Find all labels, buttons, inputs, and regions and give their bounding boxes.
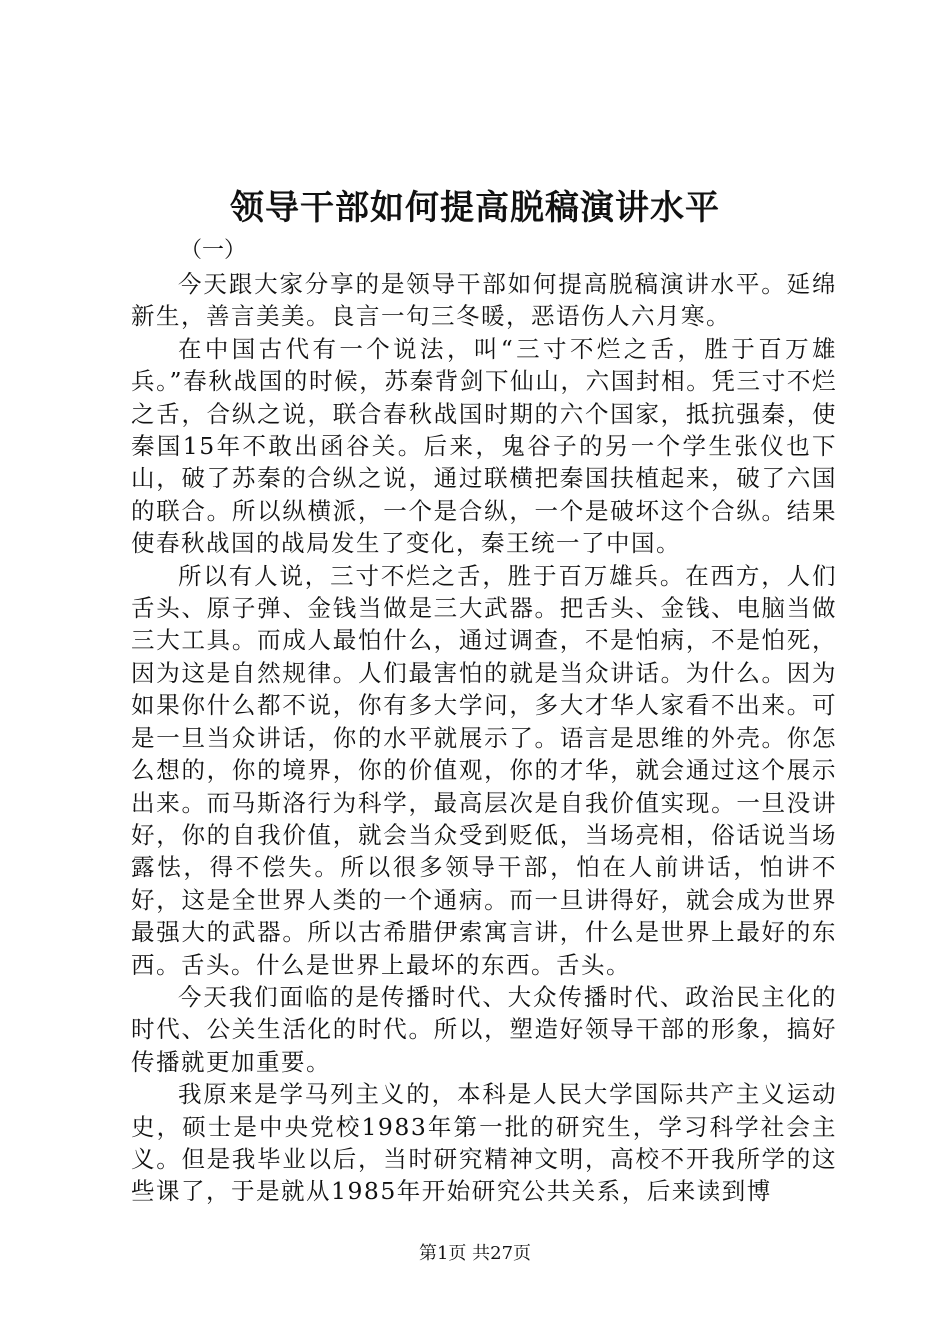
document-title: 领导干部如何提高脱稿演讲水平	[230, 188, 720, 228]
page-footer: 第1页 共27页	[418, 1243, 532, 1264]
document-body	[131, 268, 837, 1208]
paragraph: 今天跟大家分享的是领导干部如何提高脱稿演讲水平。延绵新生，善言美美。良言一句三冬暖，恶语伤人六月寒。	[131, 270, 837, 331]
paragraph: 我原来是学马列主义的，本科是人民大学国际共产主义运动史，硕士是中央党校1983年第一批的研究生，学习科学社会主义。但是我毕业以后，当时研究精神文明，高校不开我所学的这些课了，于是就从1985年开始研究公共关系，后来读到博	[131, 1080, 837, 1206]
paragraph: 今天我们面临的是传播时代、大众传播时代、政治民主化的时代、公关生活化的时代。所以，塑造好领导干部的形象，搞好传播就更加重要。	[131, 982, 837, 1076]
paragraph: 在中国古代有一个说法，叫“三寸不烂之舌，胜于百万雄兵。”春秋战国的时候，苏秦背剑下仙山，六国封相。凭三寸不烂之舌，合纵之说，联合春秋战国时期的六个国家，抵抗强秦，使秦国15年不敢出函谷关。后来，鬼谷子的另一个学生张仪也下山，破了苏秦的合纵之说，通过联横把秦国扶植起来，破了六国的联合。所以纵横派，一个是合纵，一个是破坏这个合纵。结果使春秋战国的战局发生了变化，秦王统一了中国。	[131, 334, 837, 558]
section-label: （一）	[180, 238, 247, 263]
paragraph: 所以有人说，三寸不烂之舌，胜于百万雄兵。在西方，人们舌头、原子弹、金钱当做是三大武器。把舌头、金钱、电脑当做三大工具。而成人最怕什么，通过调查，不是怕病，不是怕死，因为这是自然规律。人们最害怕的就是当众讲话。为什么。因为如果你什么都不说，你有多大学问，多大才华人家看不出来。可是一旦当众讲话，你的水平就展示了。语言是思维的外壳。你怎么想的，你的境界，你的价值观，你的才华，就会通过这个展示出来。而马斯洛行为科学，最高层次是自我价值实现。一旦没讲好，你的自我价值，就会当众受到贬低，当场亮相，俗话说当场露怯，得不偿失。所以很多领导干部，怕在人前讲话，怕讲不好，这是全世界人类的一个通病。而一旦讲得好，就会成为世界最强大的武器。所以古希腊伊索寓言讲，什么是世界上最好的东西。舌头。什么是世界上最坏的东西。舌头。	[131, 561, 837, 979]
